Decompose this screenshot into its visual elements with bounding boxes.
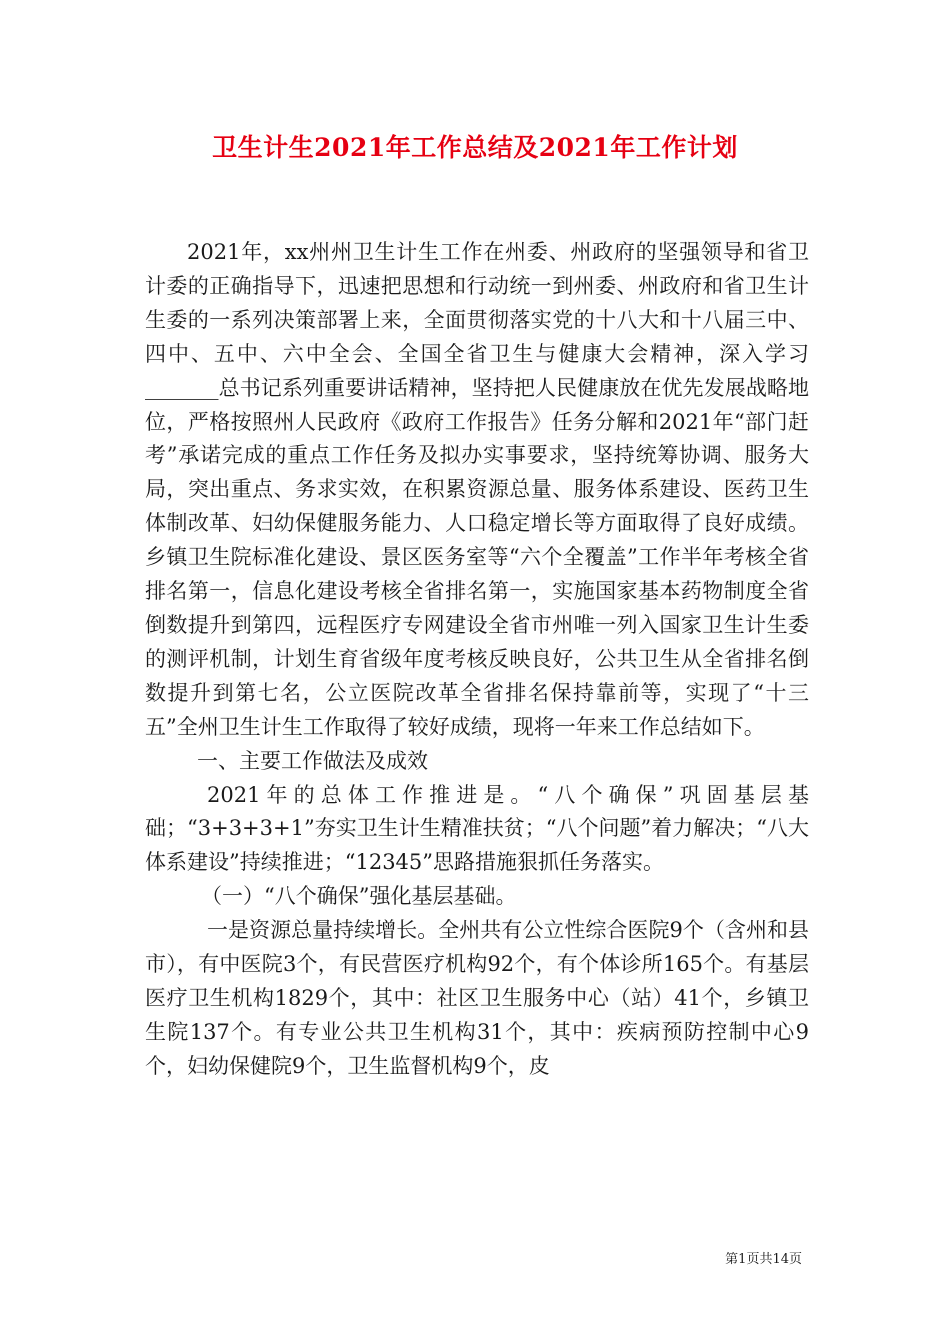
page-number: 第1页共14页: [725, 1252, 802, 1267]
subsection-heading: （一）“八个确保”强化基层基础。: [201, 884, 517, 909]
document-body: [145, 236, 809, 1084]
document-title: 卫生计生2021年工作总结及2021年工作计划: [212, 133, 738, 162]
resources-paragraph: 一是资源总量持续增长。全州共有公立性综合医院9个（含州和县市），有中医院3个，有民营医疗机构92个，有个体诊所165个。有基层医疗卫生机构1829个，其中：社区卫生服务中心（站）41个，乡镇卫生院137个。有专业公共卫生机构31个，其中：疾病预防控制中心9个，妇幼保健院9个，卫生监督机构9个，皮: [145, 918, 809, 1078]
overview-paragraph: 2021年的总体工作推进是。“八个确保”巩固基层基础；“3+3+3+1”夯实卫生计生精准扶贫；“八个问题”着力解决；“八大体系建设”持续推进；“12345”思路措施狠抓任务落实。: [145, 782, 809, 875]
intro-paragraph: 2021年，xx州州卫生计生工作在州委、州政府的坚强领导和省卫计委的正确指导下，迅速把思想和行动统一到州委、州政府和省卫生计生委的一系列决策部署上来，全面贯彻落实党的十八大和十八届三中、四中、五中、六中全会、全国全省卫生与健康大会精神，深入学习_______总书记系列重要讲话精神，坚持把人民健康放在优先发展战略地位，严格按照州人民政府《政府工作报告》任务分解和2021年“部门赶考”承诺完成的重点工作任务及拟办实事要求，坚持统筹协调、服务大局，突出重点、务求实效，在积累资源总量、服务体系建设、医药卫生体制改革、妇幼保健服务能力、人口稳定增长等方面取得了良好成绩。乡镇卫生院标准化建设、景区医务室等“六个全覆盖”工作半年考核全省排名第一，信息化建设考核全省排名第一，实施国家基本药物制度全省倒数提升到第四，远程医疗专网建设全省市州唯一列入国家卫生计生委的测评机制，计划生育省级年度考核反映良好，公共卫生从全省排名倒数提升到第七名，公立医院改革全省排名保持靠前等，实现了“十三五”全州卫生计生工作取得了较好成绩，现将一年来工作总结如下。: [145, 240, 809, 739]
section-heading: 一、主要工作做法及成效: [197, 748, 428, 773]
